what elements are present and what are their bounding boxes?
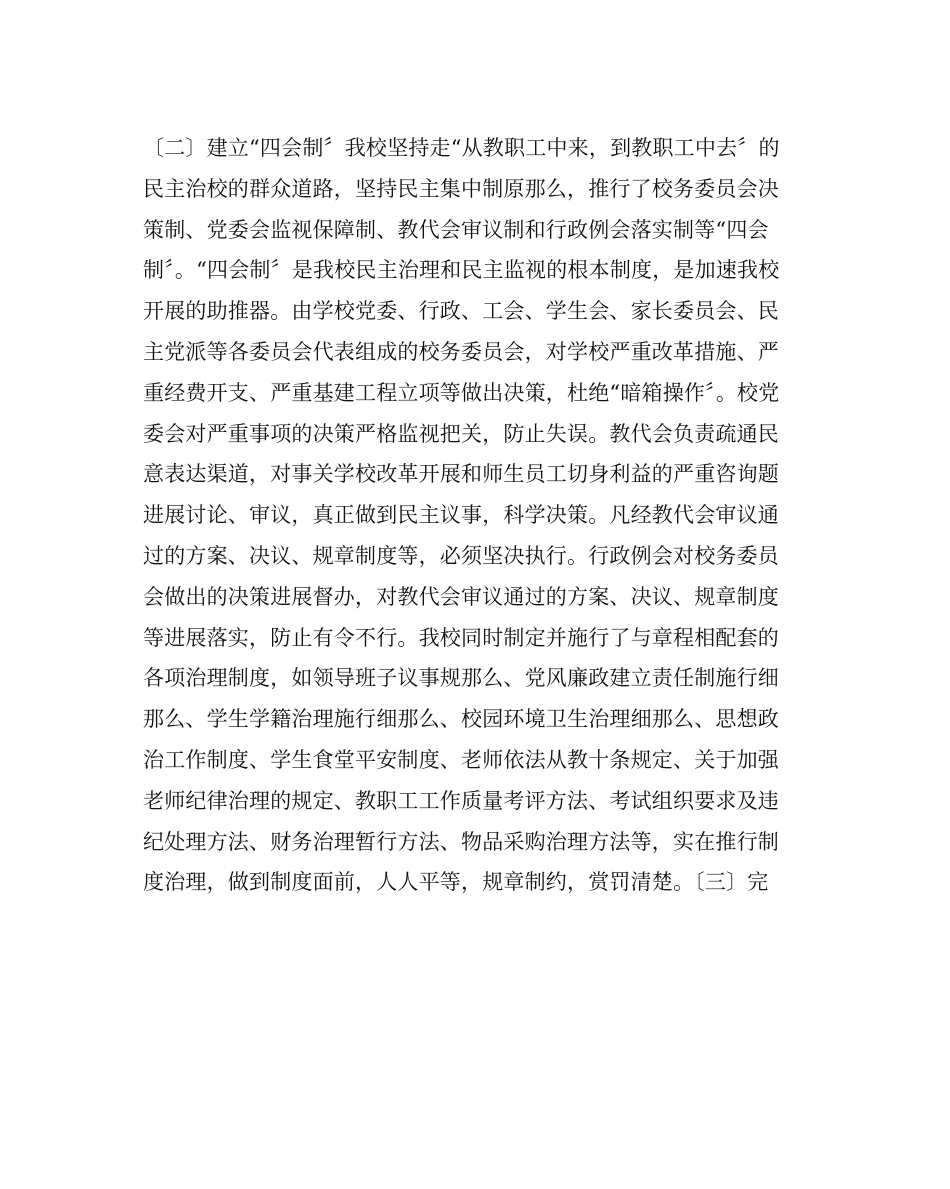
text-line: 进展讨论、审议，真正做到民主议事，科学决策。凡经教代会审议通: [143, 503, 779, 528]
text-line: 纪处理方法、财务治理暂行方法、物品采购治理方法等，实在推行制: [143, 829, 779, 854]
text-line: 度治理，做到制度面前，人人平等，规章制约，赏罚清楚。〔三〕完: [143, 870, 769, 895]
text-line: 那么、学生学籍治理施行细那么、校园环境卫生治理细那么、思想政: [143, 707, 779, 732]
text-line: 治工作制度、学生食堂平安制度、老师依法从教十条规定、关于加强: [143, 747, 779, 772]
text-line: 重经费开支、严重基建工程立项等做出决策，杜绝“暗箱操作〞。校党: [143, 380, 780, 405]
text-line: 意表达渠道，对事关学校改革开展和师生员工切身利益的严重咨询题: [143, 462, 779, 487]
text-line: 策制、党委会监视保障制、教代会审议制和行政例会落实制等“四会: [143, 217, 769, 242]
text-line: 委会对严重事项的决策严格监视把关，防止失误。教代会负责疏通民: [143, 421, 779, 446]
text-line: 会做出的决策进展督办，对教代会审议通过的方案、决议、规章制度: [143, 584, 779, 609]
text-line: 各项治理制度，如领导班子议事规那么、党风廉政建立责任制施行细: [143, 666, 779, 691]
text-line: 老师纪律治理的规定、教职工工作质量考评方法、考试组织要求及违: [143, 788, 779, 813]
text-line: 民主治校的群众道路，坚持民主集中制原那么，推行了校务委员会决: [143, 176, 779, 201]
body-text: [143, 128, 813, 903]
text-line: 过的方案、决议、规章制度等，必须坚决执行。行政例会对校务委员: [143, 543, 779, 568]
text-line: 主党派等各委员会代表组成的校务委员会，对学校严重改革措施、严: [143, 339, 779, 364]
text-line: 开展的助推器。由学校党委、行政、工会、学生会、家长委员会、民: [143, 299, 779, 324]
text-line: 〔二〕建立“四会制〞我校坚持走“从教职工中来，到教职工中去〞的: [143, 136, 780, 160]
text-line: 等进展落实，防止有令不行。我校同时制定并施行了与章程相配套的: [143, 625, 779, 650]
text-line: 制〞。“四会制〞是我校民主治理和民主监视的根本制度，是加速我校: [143, 258, 780, 283]
